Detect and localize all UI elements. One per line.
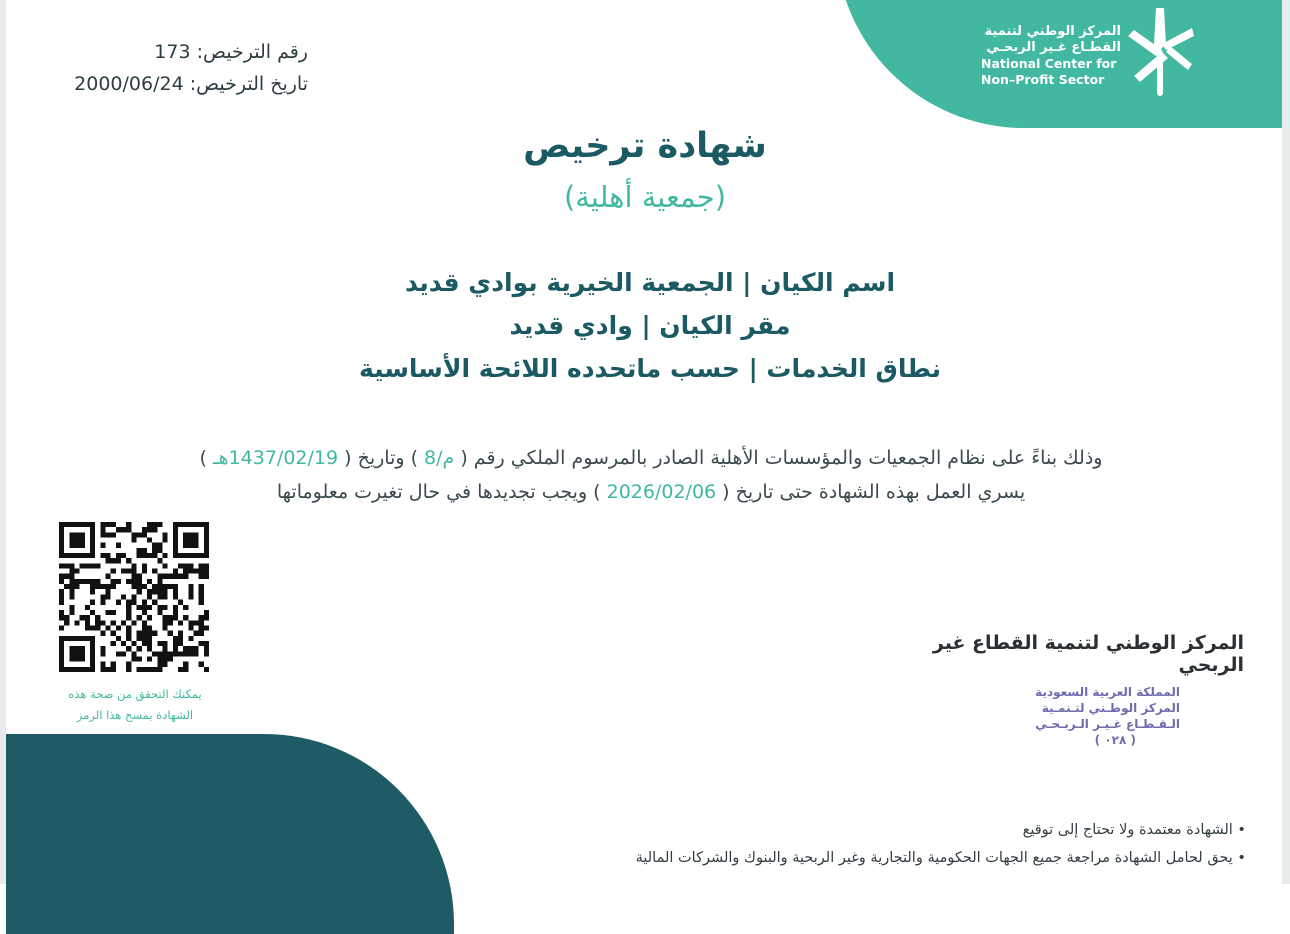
logo-wordmark [975, 24, 1121, 88]
note-item: • يحق لحامل الشهادة مراجعة جميع الجهات الحكومية والتجارية وغير الربحية والبنوك والشركات المالية [400, 844, 1246, 872]
decree-number: م/8 [424, 447, 455, 469]
certificate-title: شهادة ترخيص [523, 126, 767, 166]
decree-date: 1437/02/19هـ [212, 447, 339, 469]
ncnp-logo-icon [1126, 6, 1194, 98]
certificate-notes [400, 816, 1246, 872]
license-date: تاريخ الترخيص: 2000/06/24 [74, 73, 308, 95]
logo-english-line-1: National Center for [981, 56, 1117, 71]
certificate-subtitle: (جمعية أهلية) [563, 180, 727, 214]
qr-caption: يمكنك التحقق من صحة هذه الشهادة بمسح هذا الرمز [68, 687, 202, 722]
validity-line: يسري العمل بهذه الشهادة حتى تاريخ ( 2026/02/06 ) ويجب تجديدها في حال تغيرت معلوماتها [276, 481, 1026, 503]
footer-decoration [6, 734, 454, 934]
entity-scope: نطاق الخدمات | حسب ماتحدده اللائحة الأساسية [358, 354, 942, 383]
legal-basis-line: وذلك بناءً على نظام الجمعيات والمؤسسات الأهلية الصادر بالمرسوم الملكي رقم ( م/8 ) وتاريخ ( 1437/02/19هـ ) [199, 447, 1103, 469]
valid-until-date: 2026/02/06 [606, 481, 717, 503]
qr-code[interactable] [59, 522, 209, 672]
logo-english-line-2: Non–Profit Sector [981, 72, 1105, 87]
logo-arabic-line-2: القطـاع غـير الربحـي [986, 40, 1121, 55]
license-meta [40, 36, 308, 100]
entity-seat: مقر الكيان | وادي قديد [509, 311, 791, 340]
logo-arabic-line-1: المركز الوطني لتنمية [984, 24, 1121, 39]
entity-name: اسم الكيان | الجمعية الخيرية بوادي قديد [404, 268, 896, 297]
issuer-name: المركز الوطني لتنمية القطاع غير الربحي [932, 632, 1244, 676]
note-item: • الشهادة معتمدة ولا تحتاج إلى توقيع [400, 816, 1246, 844]
official-stamp: المملكة العربية السعودية المركز الوطـني لتـنمـية الـقـطـاع غـيـر الـربـحـي ( ٠٢٨ ) [1035, 685, 1180, 747]
license-number: رقم الترخيص: 173 [154, 41, 308, 63]
